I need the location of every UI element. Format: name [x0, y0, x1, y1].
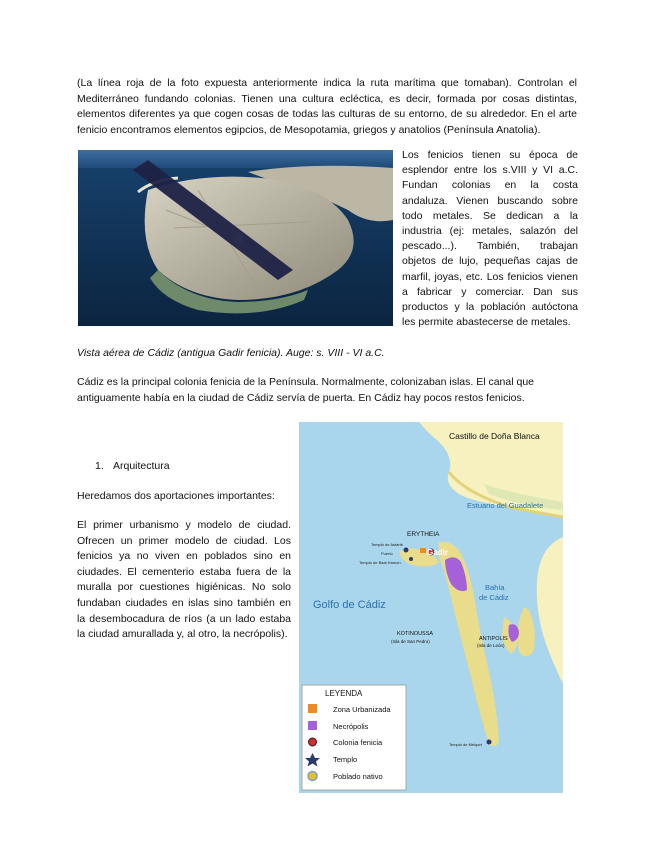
- map-label-puerto: Puerto: [381, 551, 393, 556]
- map-label-estuario: Estuario del Guadalete: [467, 501, 544, 510]
- cadiz-paragraph: Cádiz es la principal colonia fenicia de la Península. Normalmente, colonizaban islas. El canal que antiguamente había en la ciudad de Cádiz servía de puerta. En Cádiz hay pocos restos fenicios.: [77, 376, 535, 404]
- map-label-templo-melqart: Templo de Melqart: [449, 742, 482, 747]
- map-urban-zone: [420, 548, 426, 553]
- legend-item-label: Necrópolis: [333, 722, 369, 731]
- map-temple-astarte-marker: [404, 548, 409, 553]
- map-label-golfo: Golfo de Cádiz: [313, 599, 386, 611]
- legend-item-label: Templo: [333, 755, 358, 764]
- legend-item-label: Colonia fenicia: [333, 738, 383, 747]
- legend-title: LEYENDA: [325, 689, 363, 698]
- map-label-antipolis-sub: (Isla de León): [477, 643, 505, 648]
- native-settlement-icon: [308, 772, 317, 781]
- legend-item-label: Zona Urbanizada: [333, 705, 391, 714]
- legend-colony-icon: [309, 738, 317, 746]
- map-phoenician-cadiz: [299, 422, 563, 793]
- map-label-bahia-2: de Cádiz: [479, 593, 509, 602]
- map-label-templo-astarte: Templo de Astarté: [371, 542, 404, 547]
- map-label-gadir: Gadir: [427, 548, 448, 557]
- section-title: Arquitectura: [113, 460, 170, 472]
- aerial-photo-cadiz: [78, 150, 393, 326]
- map-temple-baal-marker: [409, 557, 413, 561]
- legend-item-label: Poblado nativo: [333, 772, 383, 781]
- map-legend: [302, 685, 406, 790]
- map-label-castillo: Castillo de Doña Blanca: [449, 431, 540, 441]
- map-temple-melqart-marker: [487, 740, 492, 745]
- map-label-erytheia: ERYTHEIA: [407, 531, 440, 538]
- legend-urban-swatch: [308, 704, 317, 713]
- section-number: 1.: [95, 460, 104, 472]
- intro-paragraph: (La línea roja de la foto expuesta anteriormente indica la ruta marítima que tomaban). Controlan el Mediterráneo fundando colonias. Tienen una cultura ecléctica, es decir, formada por cosas distintas, elementos diferentes ya que cogen cosas de todas las culturas de su entorno, de su alrededor. En el arte fenicio encontramos elementos egipcios, de Mesopotamia, griegos y anatolios (Península Anatolia).: [77, 77, 577, 136]
- map-label-kotinoussa: KOTINOUSSA: [397, 631, 434, 637]
- legend-necropolis-swatch: [308, 721, 317, 730]
- map-label-antipolis: ANTIPOLIS: [479, 636, 508, 642]
- urbanismo-paragraph: El primer urbanismo y modelo de ciudad. Ofrecen un primer modelo de ciudad. Los fenicios ya no viven en poblados sino en ciudades. El cementerio estaba fuera de la muralla por cuestiones higiénicas. No solo fundaban ciudades en islas sino también en la desembocadura de ríos (a un lado estaba la ciudad amurallada y, al otro, la necrópolis).: [77, 519, 291, 641]
- side-paragraph: Los fenicios tienen su época de esplendor entre los s.VIII y VI a.C. Fundan colonias en la costa andaluza. Vienen buscando sobre todo metales. Se dedican a la industria (ej: metales, salazón del pescado...). También, trabajan objetos de lujo, pequeñas cajas de marfil, joyas, etc. Los fenicios vienen a fabricar y comerciar. Dan sus productos y la población autóctona les permite abastecerse de metales.: [402, 149, 578, 329]
- section-heading: [95, 459, 170, 475]
- map-label-templo-baal: Templo de Baal Hamon: [359, 560, 401, 565]
- map-label-kotinoussa-sub: (Isla de San Pedro): [391, 639, 430, 644]
- aportaciones-intro: Heredamos dos aportaciones importantes:: [77, 490, 275, 502]
- photo-caption: Vista aérea de Cádiz (antigua Gadir fenicia). Auge: s. VIII - VI a.C.: [77, 347, 385, 359]
- map-label-bahia-1: Bahía: [485, 583, 505, 592]
